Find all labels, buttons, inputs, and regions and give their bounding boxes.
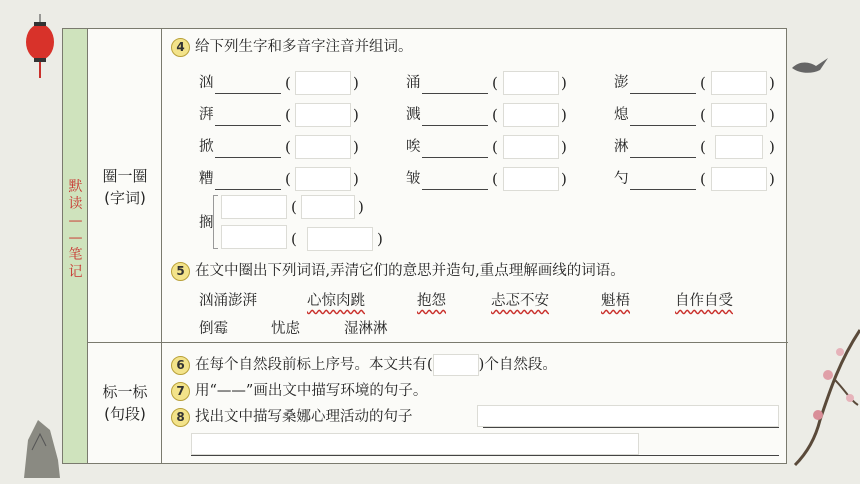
answer-underline-1 [483, 427, 779, 428]
plum-blossom-decoration [790, 320, 860, 470]
word-blank[interactable] [215, 189, 281, 190]
vocab-word-underlined: 心惊肉跳 [307, 293, 365, 309]
vocab-word-underlined: 自作自受 [675, 293, 733, 309]
word-blank[interactable] [215, 93, 281, 94]
vocab-word: 湿淋淋 [344, 321, 388, 337]
char-jian: 溅 [406, 107, 421, 123]
question-6: 6 在每个自然段前标上序号。本文共有( )个自然段。 [171, 354, 557, 376]
vocab-word: 忧虑 [271, 321, 300, 337]
word-blank[interactable] [215, 157, 281, 158]
char-zao: 糟 [199, 171, 214, 187]
question-number-5: 5 [171, 262, 190, 281]
question-number-7: 7 [171, 382, 190, 401]
question-8: 8 找出文中描写桑娜心理活动的句子 [171, 407, 413, 427]
char-ge: 搁 [199, 215, 214, 231]
pinyin-blank[interactable] [295, 135, 351, 159]
question-number-4: 4 [171, 38, 190, 57]
word-blank[interactable] [422, 157, 488, 158]
polyphone-bracket [213, 195, 218, 249]
pinyin-blank[interactable] [295, 103, 351, 127]
word-blank[interactable] [630, 157, 696, 158]
question-4: 4 给下列生字和多音字注音并组词。 [171, 37, 413, 57]
lantern-decoration [20, 14, 60, 84]
vocab-word-underlined: 魁梧 [601, 293, 630, 309]
char-lin: 淋 [614, 139, 629, 155]
pinyin-blank[interactable] [711, 167, 767, 191]
char-ai: 唉 [406, 139, 421, 155]
vocab-word: 汹涌澎湃 [199, 293, 257, 309]
vocab-word: 倒霉 [199, 321, 228, 337]
pinyin-blank[interactable] [711, 103, 767, 127]
word-blank[interactable] [630, 189, 696, 190]
char-peng: 澎 [614, 75, 629, 91]
word-blank[interactable] [221, 225, 287, 249]
question-number-6: 6 [171, 356, 190, 375]
word-blank[interactable] [422, 189, 488, 190]
word-blank[interactable] [221, 195, 287, 219]
pinyin-blank[interactable] [503, 103, 559, 127]
pinyin-blank[interactable] [295, 167, 351, 191]
side-label-silent-reading-notes: 默 读 — — 笔 记 [68, 179, 83, 280]
char-xi: 熄 [614, 107, 629, 123]
char-zhou: 皱 [406, 171, 421, 187]
vocab-word-underlined: 抱怨 [417, 293, 446, 309]
pinyin-blank[interactable] [715, 135, 763, 159]
pinyin-blank[interactable] [503, 167, 559, 191]
pinyin-blank[interactable] [301, 195, 355, 219]
answer-blank-line-1[interactable] [477, 405, 779, 427]
char-shao: 勺 [614, 171, 629, 187]
worksheet: 默 读 — — 笔 记 圈一圈 (字词) 标一标 (句段) 4 给下列生字和多音字注音并组词。 汹 ( ) 涌 ( ) 澎 ( ) 湃 ( ) 溅 ( ) 熄 ( ) 掀 ( ) 唉 ( ) 淋 ( ) 糟 ( ) 皱 ( ) 勺 ( ) 搁 ( ) ( ) 5 在文中圈出下列词语,弄清它们的意思并造句,重点理解画线的词语。 汹涌澎湃 心惊肉跳 抱怨 忐忑不安 魁梧 自作自受 倒霉 忧虑 湿淋淋 6 在每个自然段前标上序号。本文共有( )个自然段。 7 用“——”画出文中描写环境的句子。 8 找出文中描写桑娜心理活动的句子 [62, 28, 787, 464]
vocab-word-underlined: 忐忑不安 [491, 293, 549, 309]
section1-label: 圈一圈 (字词) [102, 167, 148, 207]
word-blank[interactable] [215, 125, 281, 126]
question-5: 5 在文中圈出下列词语,弄清它们的意思并造句,重点理解画线的词语。 [171, 261, 625, 281]
column-divider [161, 29, 162, 463]
pinyin-blank[interactable] [503, 71, 559, 95]
bird-decoration [790, 50, 830, 80]
char-xian: 掀 [199, 139, 214, 155]
paragraph-count-blank[interactable] [433, 354, 479, 376]
pinyin-blank[interactable] [295, 71, 351, 95]
word-blank[interactable] [630, 125, 696, 126]
char-xiong: 汹 [199, 75, 214, 91]
section2-label: 标一标 (句段) [102, 383, 148, 423]
answer-underline-2 [191, 455, 779, 456]
question-number-8: 8 [171, 408, 190, 427]
rock-decoration [20, 400, 62, 480]
word-blank[interactable] [422, 125, 488, 126]
word-blank[interactable] [630, 93, 696, 94]
char-pai: 湃 [199, 107, 214, 123]
section-divider [88, 342, 788, 343]
pinyin-blank[interactable] [307, 227, 373, 251]
word-blank[interactable] [422, 93, 488, 94]
answer-blank-line-2[interactable] [191, 433, 639, 455]
question-7: 7 用“——”画出文中描写环境的句子。 [171, 381, 427, 401]
pinyin-blank[interactable] [503, 135, 559, 159]
char-yong: 涌 [406, 75, 421, 91]
pinyin-blank[interactable] [711, 71, 767, 95]
